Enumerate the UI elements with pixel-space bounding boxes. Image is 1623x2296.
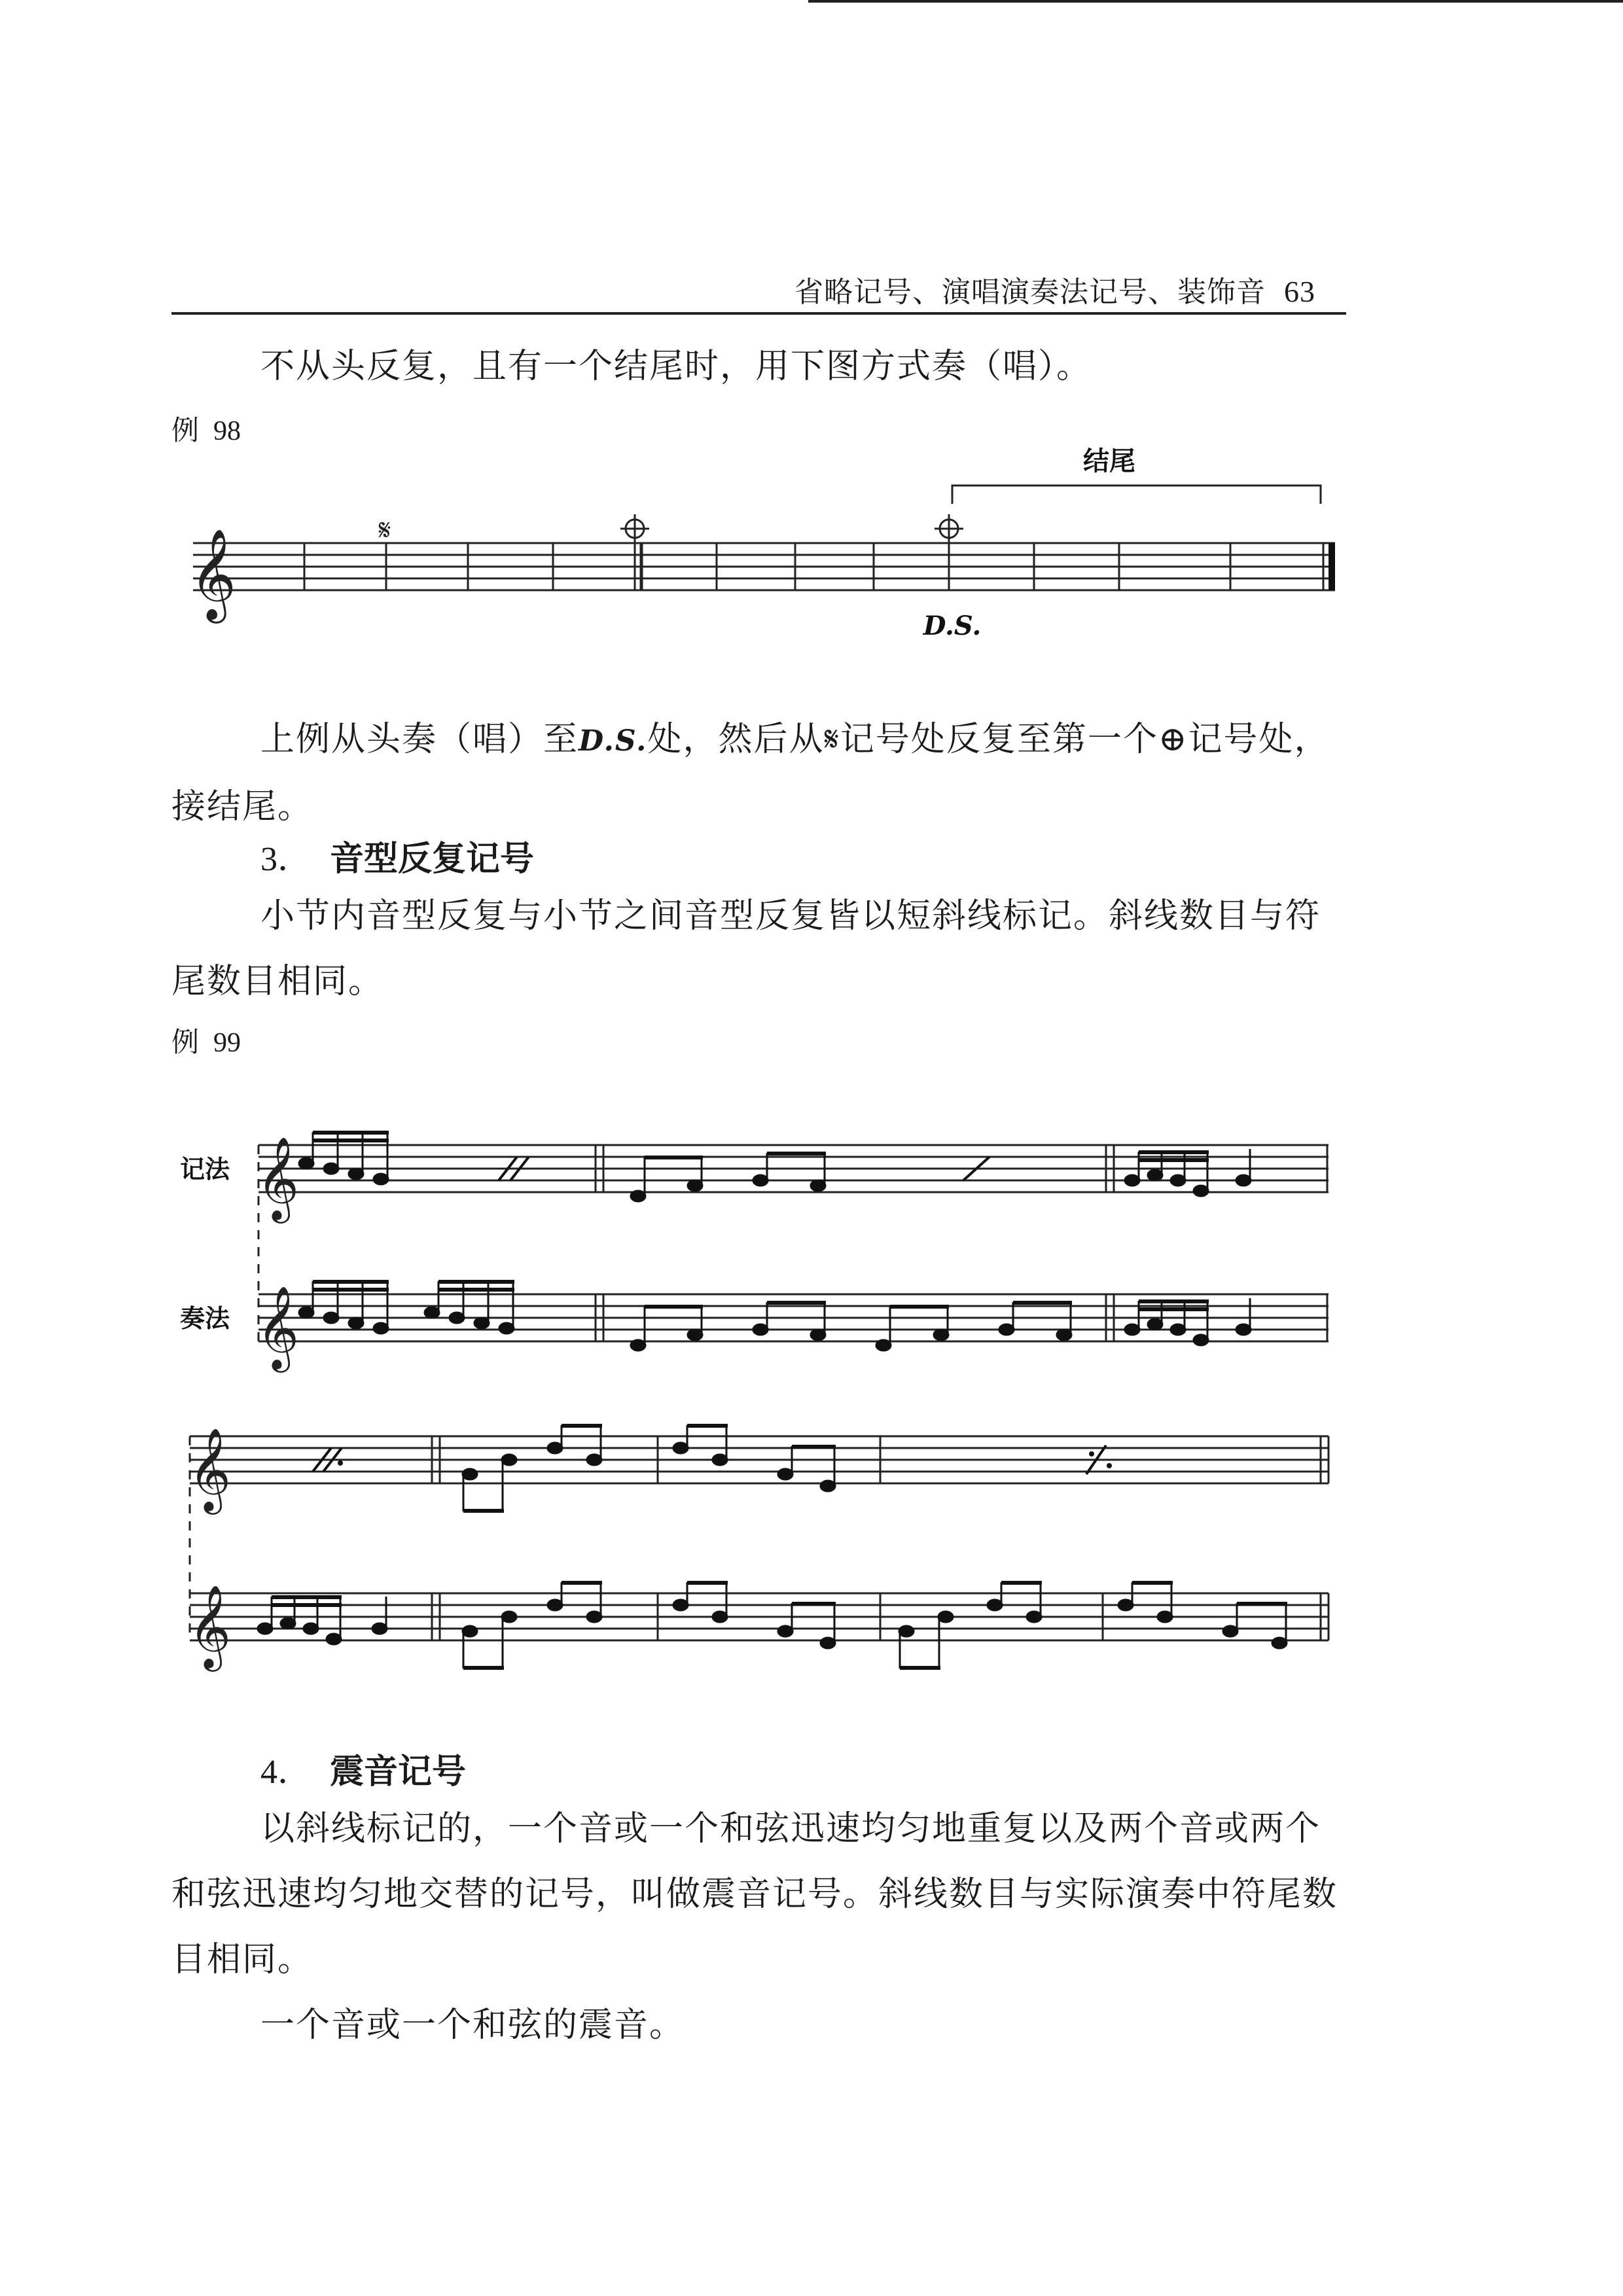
running-head-title: 省略记号、演唱演奏法记号、装饰音 xyxy=(794,275,1266,309)
example-98-staff xyxy=(0,432,1623,661)
example-label-text: 例 xyxy=(171,414,200,446)
row-label-performance: 奏法 xyxy=(180,1304,230,1333)
coda-icon xyxy=(620,514,649,543)
example-label-text: 例 xyxy=(171,1026,200,1058)
paragraph-4b: 一个音或一个和弦的震音。 xyxy=(260,2005,685,2045)
section-number: 4． xyxy=(260,1754,312,1791)
example-99-label xyxy=(171,1021,241,1060)
segno-icon: 𝄋 xyxy=(378,514,391,547)
treble-clef-icon: 𝄞 xyxy=(257,1285,300,1369)
ds-inline-mark: D.S. xyxy=(579,724,648,758)
coda-ending-label: 结尾 xyxy=(1083,446,1135,476)
para-98-part3: 记号处反复至第一个 xyxy=(840,720,1158,759)
coda-icon xyxy=(935,514,963,543)
section-3-heading xyxy=(260,831,534,880)
header-rule xyxy=(171,312,1346,315)
row-label-notation: 记法 xyxy=(180,1155,230,1184)
page-number: 63 xyxy=(1284,275,1315,308)
example-number: 99 xyxy=(213,1028,241,1058)
section-title: 震音记号 xyxy=(330,1752,467,1792)
running-head xyxy=(794,268,1315,310)
treble-clef-icon: 𝄞 xyxy=(188,1584,232,1668)
paragraph-3: 小节内音型反复与小节之间音型反复皆以短斜线标记。斜线数目与符尾数目相同。 xyxy=(171,896,1321,1001)
section-title: 音型反复记号 xyxy=(330,839,535,879)
paragraph-intro: 不从头反复，且有一个结尾时，用下图方式奏（唱）。 xyxy=(260,347,1092,386)
note-group xyxy=(258,1131,1287,1670)
example-99-score xyxy=(0,1080,1623,1708)
treble-clef-icon: 𝄞 xyxy=(190,529,236,620)
example-number: 98 xyxy=(213,416,241,446)
top-edge-rule xyxy=(808,0,1623,3)
para-98-part2: 处，然后从 xyxy=(647,720,825,759)
section-number: 3． xyxy=(260,841,312,878)
para-98-part1: 上例从头奏（唱）至 xyxy=(260,720,579,759)
coda-inline-icon: ⊕ xyxy=(1158,720,1188,759)
segno-inline-icon: 𝄋 xyxy=(824,720,840,759)
paragraph-4: 以斜线标记的，一个音或一个和弦迅速均匀地重复以及两个音或两个和弦迅速均匀地交替的记号，叫做震音记号。斜线数目与实际演奏中符尾数目相同。 xyxy=(171,1809,1338,1979)
section-4-heading xyxy=(260,1744,466,1793)
paragraph-98 xyxy=(171,707,1349,839)
para-98-part4: 记号处，接结尾。 xyxy=(171,720,1330,826)
treble-clef-icon: 𝄞 xyxy=(188,1427,232,1511)
treble-clef-icon: 𝄞 xyxy=(257,1136,300,1220)
ds-mark: D.S. xyxy=(923,610,982,641)
